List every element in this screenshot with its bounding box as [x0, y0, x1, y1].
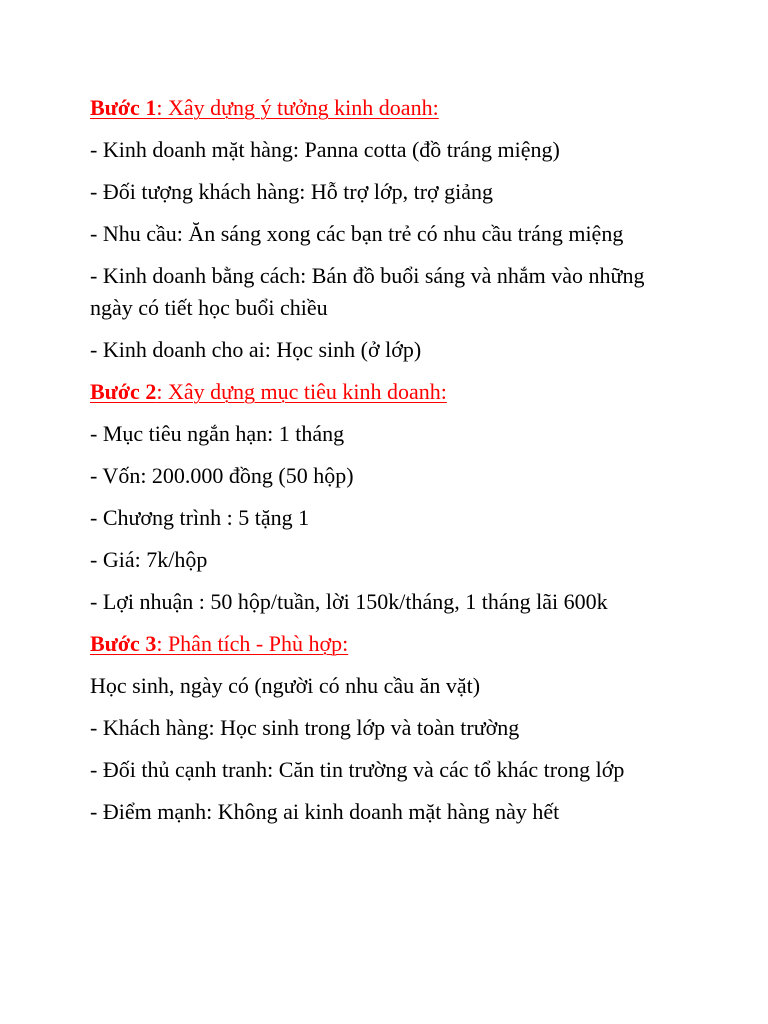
section-heading: [90, 92, 680, 124]
step-title: : Phân tích - Phù hợp:: [156, 631, 349, 656]
paragraph: - Mục tiêu ngắn hạn: 1 tháng: [90, 421, 345, 446]
paragraph: - Chương trình : 5 tặng 1: [90, 505, 310, 530]
paragraph: - Nhu cầu: Ăn sáng xong các bạn trẻ có nhu cầu tráng miệng: [90, 221, 624, 246]
section-heading: [90, 376, 680, 408]
step-label: Bước 3: [90, 631, 157, 656]
step-label: Bước 1: [90, 95, 157, 120]
paragraph: - Kinh doanh mặt hàng: Panna cotta (đồ tráng miệng): [90, 137, 560, 162]
step-title: : Xây dựng ý tưởng kinh doanh:: [156, 95, 439, 120]
paragraph: - Giá: 7k/hộp: [90, 547, 208, 572]
step-label: Bước 2: [90, 379, 157, 404]
paragraph: - Điểm mạnh: Không ai kinh doanh mặt hàng này hết: [90, 799, 560, 824]
section-step-1: [90, 92, 680, 366]
paragraph: - Đối thủ cạnh tranh: Căn tin trường và các tổ khác trong lớp: [90, 757, 625, 782]
paragraph: - Vốn: 200.000 đồng (50 hộp): [90, 463, 354, 488]
step-title: : Xây dựng mục tiêu kinh doanh:: [156, 379, 447, 404]
document-page: [90, 92, 680, 838]
paragraph: - Kinh doanh cho ai: Học sinh (ở lớp): [90, 337, 422, 362]
section-step-2: [90, 376, 680, 618]
paragraph: - Kinh doanh bằng cách: Bán đồ buổi sáng và nhắm vào những ngày có tiết học buổi chiều: [90, 263, 645, 320]
section-step-3: [90, 628, 680, 828]
paragraph: - Khách hàng: Học sinh trong lớp và toàn trường: [90, 715, 520, 740]
section-heading: [90, 628, 680, 660]
paragraph: Học sinh, ngày có (người có nhu cầu ăn vặt): [90, 673, 481, 698]
paragraph: - Lợi nhuận : 50 hộp/tuần, lời 150k/tháng, 1 tháng lãi 600k: [90, 589, 608, 614]
paragraph: - Đối tượng khách hàng: Hỗ trợ lớp, trợ giảng: [90, 179, 494, 204]
